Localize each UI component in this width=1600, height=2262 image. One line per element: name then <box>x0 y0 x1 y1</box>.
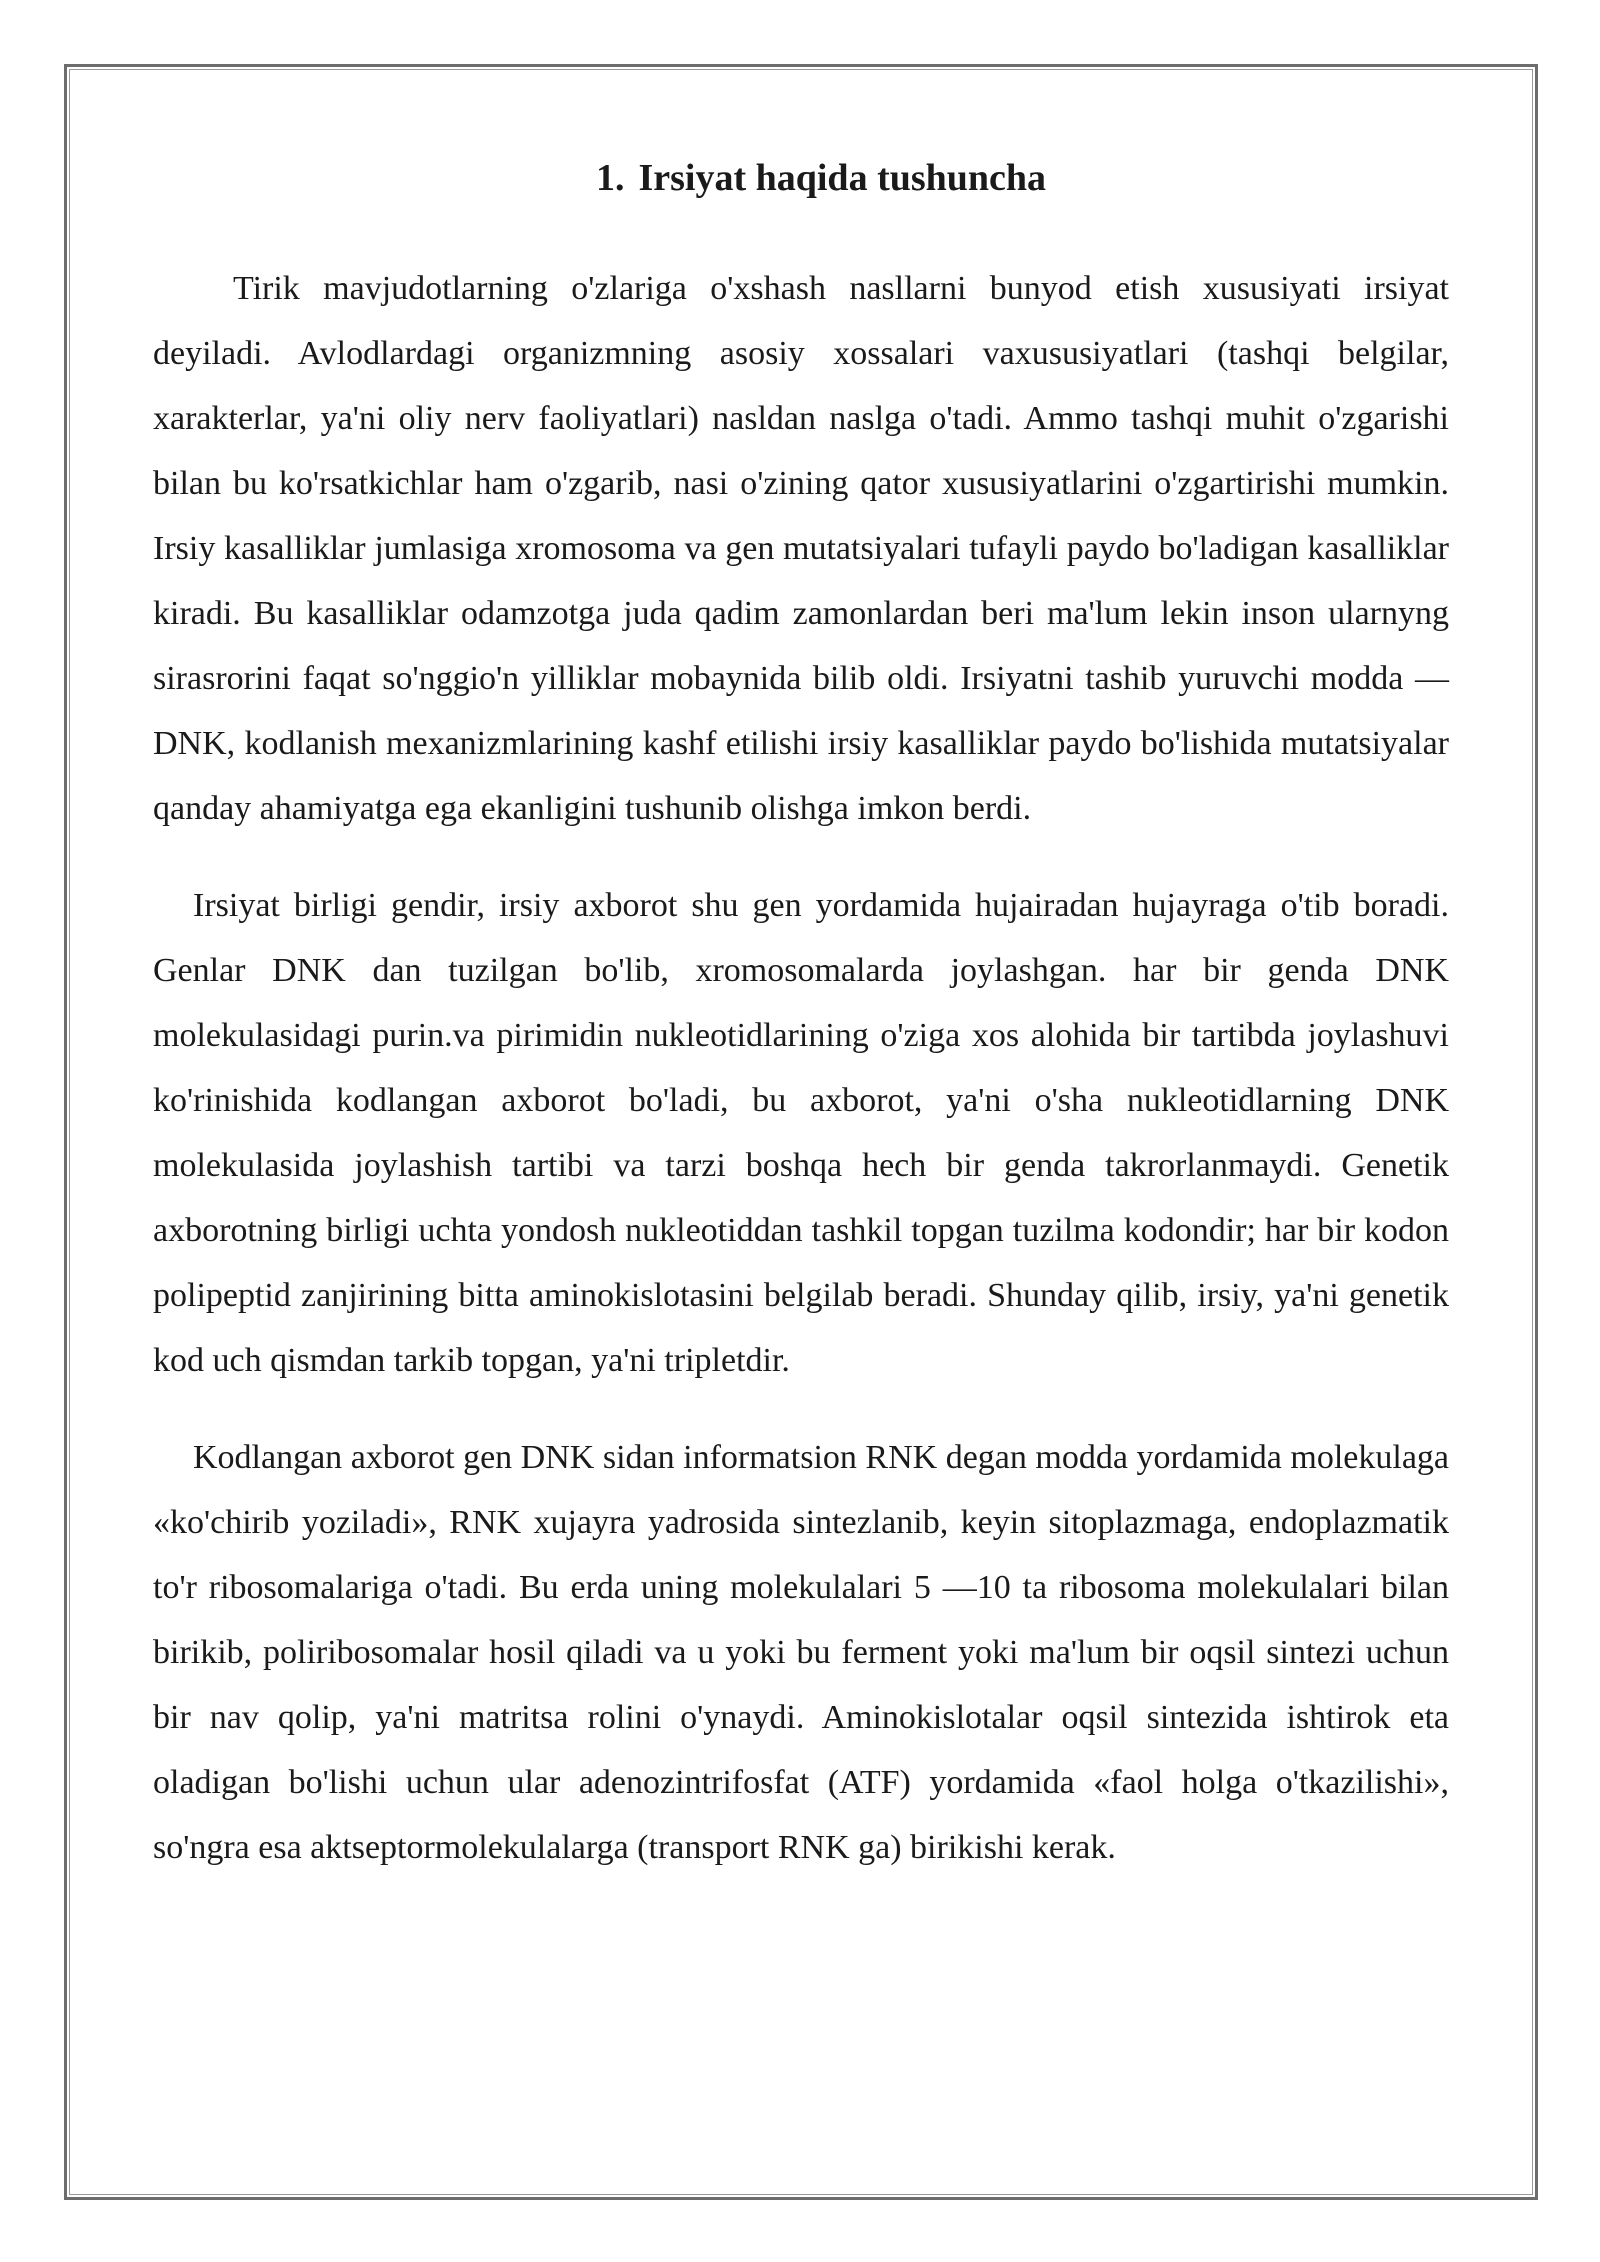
heading-number: 1. <box>595 157 625 199</box>
paragraph-2: Irsiyat birligi gendir, irsiy axborot shu gen yordamida hujairadan hujayraga o'tib boradi. Genlar DNK dan tuzilgan bo'lib, xromosomalarda joylashgan. har bir genda DNK molekulasidagi purin.va pirimidin nukleotidlarining o'ziga xos alohida bir tartibda joylashuvi ko'rinishida kodlangan axborot bo'ladi, bu axborot, ya'ni o'sha nukleotidlarning DNK molekulasida joylashish tartibi va tarzi boshqa hech bir genda takrorlanmaydi. Genetik axborotning birligi uchta yondosh nukleotiddan tashkil topgan tuzilma kodondir; har bir kodon polipeptid zanjirining bitta aminokislotasini belgilab beradi. Shunday qilib, irsiy, ya'ni genetik kod uch qismdan tarkib topgan, ya'ni tripletdir. <box>153 887 1449 1379</box>
paragraph-1: Tirik mavjudotlarning o'zlariga o'xshash nasllarni bunyod etish xususiyati irsiyat deyiladi. Avlodlardagi organizmning asosiy xossalari vaxususiyatlari (tashqi belgilar, xarakterlar, ya'ni oliy nerv faoliyatlari) nasldan naslga o'tadi. Ammo tashqi muhit o'zgarishi bilan bu ko'rsatkichlar ham o'zgarib, nasi o'zining qator xususiyatlarini o'zgartirishi mumkin. Irsiy kasalliklar jumlasiga xromosoma va gen mutatsiyalari tufayli paydo bo'ladigan kasalliklar kiradi. Bu kasalliklar odamzotga juda qadim zamonlardan beri ma'lum lekin inson ularnyng sirasrorini faqat so'nggio'n yilliklar mobaynida bilib oldi. Irsiyatni tashib yuruvchi modda — DNK, kodlanish mexanizmlarining kashf etilishi irsiy kasalliklar paydo bo'lishida mutatsiyalar qanday ahamiyatga ega ekanligini tushunib olishga imkon berdi. <box>153 270 1449 827</box>
heading-title: Irsiyat haqida tushuncha <box>638 157 1047 199</box>
document-body <box>153 150 1449 1912</box>
section-heading <box>153 150 1449 206</box>
paragraph-3: Kodlangan axborot gen DNK sidan informatsion RNK degan modda yordamida molekulaga «ko'chirib yoziladi», RNK xujayra yadrosida sintezlanib, keyin sitoplazmaga, endoplazmatik to'r ribosomalariga o'tadi. Bu erda uning molekulalari 5 —10 ta ribosoma molekulalari bilan birikib, poliribosomalar hosil qiladi va u yoki bu ferment yoki ma'lum bir oqsil sintezi uchun bir nav qolip, ya'ni matritsa rolini o'ynaydi. Aminokislotalar oqsil sintezida ishtirok eta oladigan bo'lishi uchun ular adenozintrifosfat (ATF) yordamida «faol holga o'tkazilishi», so'ngra esa aktseptormolekulalarga (transport RNK ga) birikishi kerak. <box>153 1439 1449 1866</box>
